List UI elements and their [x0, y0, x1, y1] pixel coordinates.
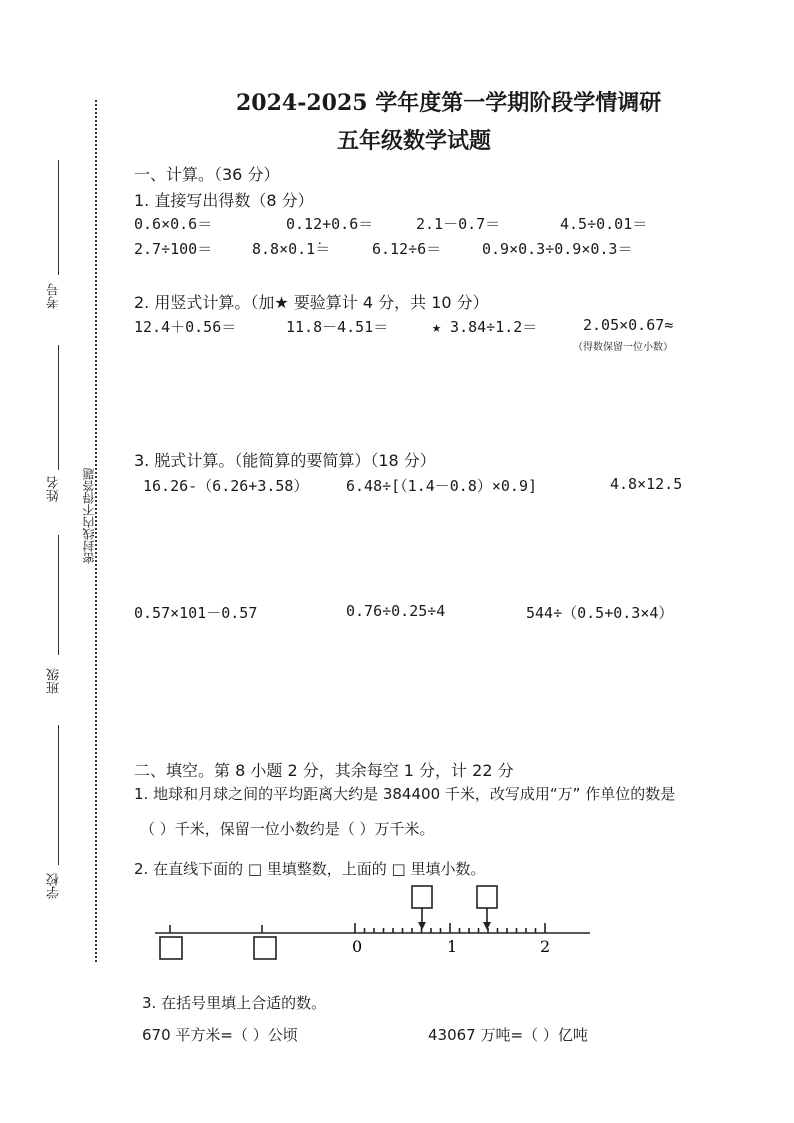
q3-r1-c1: 16.26-（6.26+3.58）: [143, 477, 309, 495]
school-line: [58, 725, 59, 865]
page-title: 2024-2025 学年度第一学期阶段学情调研: [236, 90, 662, 116]
s2-q2-heading: 2. 在直线下面的 □ 里填整数，上面的 □ 里填小数。: [134, 860, 486, 878]
page-subtitle: 五年级数学试题: [337, 128, 492, 154]
q1-r1-c1: 0.6×0.6＝: [134, 215, 213, 233]
q1-r2-c2: 8.8×0.1̇＝: [252, 240, 331, 258]
s2-q3-heading: 3. 在括号里填上合适的数。: [142, 994, 327, 1012]
tick-label-2: 2: [540, 937, 551, 956]
q1-r1-c4: 4.5÷0.01＝: [560, 215, 648, 233]
lower-answer-box-2: [254, 937, 276, 959]
q1-r1-c2: 0.12+0.6＝: [286, 215, 374, 233]
lower-answer-box-1: [160, 937, 182, 959]
number-line: [150, 880, 600, 960]
q1-heading: 1. 直接写出得数（8 分）: [134, 191, 314, 210]
seal-note: 密封线内不得答题: [82, 468, 96, 564]
s2-q1-line2: （ ）千米，保留一位小数约是（ ）万千米。: [140, 820, 435, 838]
q2-item-3: ★ 3.84÷1.2＝: [432, 318, 538, 336]
q1-r2-c4: 0.9×0.3÷0.9×0.3＝: [482, 240, 633, 258]
arrow-head-1: [418, 922, 426, 930]
class-line: [58, 535, 59, 655]
school-label: 学校: [47, 873, 62, 899]
s2-q3-item-1: 670 平方米=（ ）公顷: [142, 1026, 298, 1044]
q2-item-4: 2.05×0.67≈: [583, 316, 674, 334]
name-line: [58, 345, 59, 470]
name-label: 姓名: [47, 476, 62, 502]
q3-r2-c2: 0.76÷0.25÷4: [346, 602, 446, 620]
number-line-ticks: [355, 923, 545, 933]
section1-heading: 一、计算。（36 分）: [134, 165, 280, 184]
q1-r1-c3: 2.1－0.7＝: [416, 215, 501, 233]
upper-answer-box-2: [477, 886, 497, 908]
q3-r1-c2: 6.48÷[（1.4－0.8）×0.9]: [346, 477, 538, 495]
exam-no-line: [58, 160, 59, 275]
q1-r2-c1: 2.7÷100＝: [134, 240, 213, 258]
upper-answer-box-1: [412, 886, 432, 908]
exam-no-label: 考号: [47, 283, 62, 309]
q3-r1-c3: 4.8×12.5: [610, 475, 683, 493]
q3-heading: 3. 脱式计算。（能简算的要简算）（18 分）: [134, 451, 436, 470]
q2-item-1: 12.4＋0.56＝: [134, 318, 237, 336]
s2-q1-line1: 1. 地球和月球之间的平均距离大约是 384400 千米，改写成用“万” 作单位的数是: [134, 785, 676, 803]
arrow-head-2: [483, 922, 491, 930]
class-label: 班级: [47, 668, 62, 694]
q3-r2-c3: 544÷（0.5+0.3×4）: [526, 604, 674, 622]
q1-r2-c3: 6.12÷6＝: [372, 240, 442, 258]
q2-heading: 2. 用竖式计算。（加★ 要验算计 4 分，共 10 分）: [134, 293, 489, 312]
section2-heading: 二、填空。第 8 小题 2 分，其余每空 1 分，计 22 分: [134, 761, 514, 780]
q3-r2-c1: 0.57×101－0.57: [134, 604, 258, 622]
q2-item-2: 11.8－4.51＝: [286, 318, 389, 336]
q2-note: （得数保留一位小数）: [573, 342, 673, 353]
tick-label-1: 1: [447, 937, 458, 956]
s2-q3-item-2: 43067 万吨=（ ）亿吨: [428, 1026, 588, 1044]
tick-label-0: 0: [352, 937, 363, 956]
